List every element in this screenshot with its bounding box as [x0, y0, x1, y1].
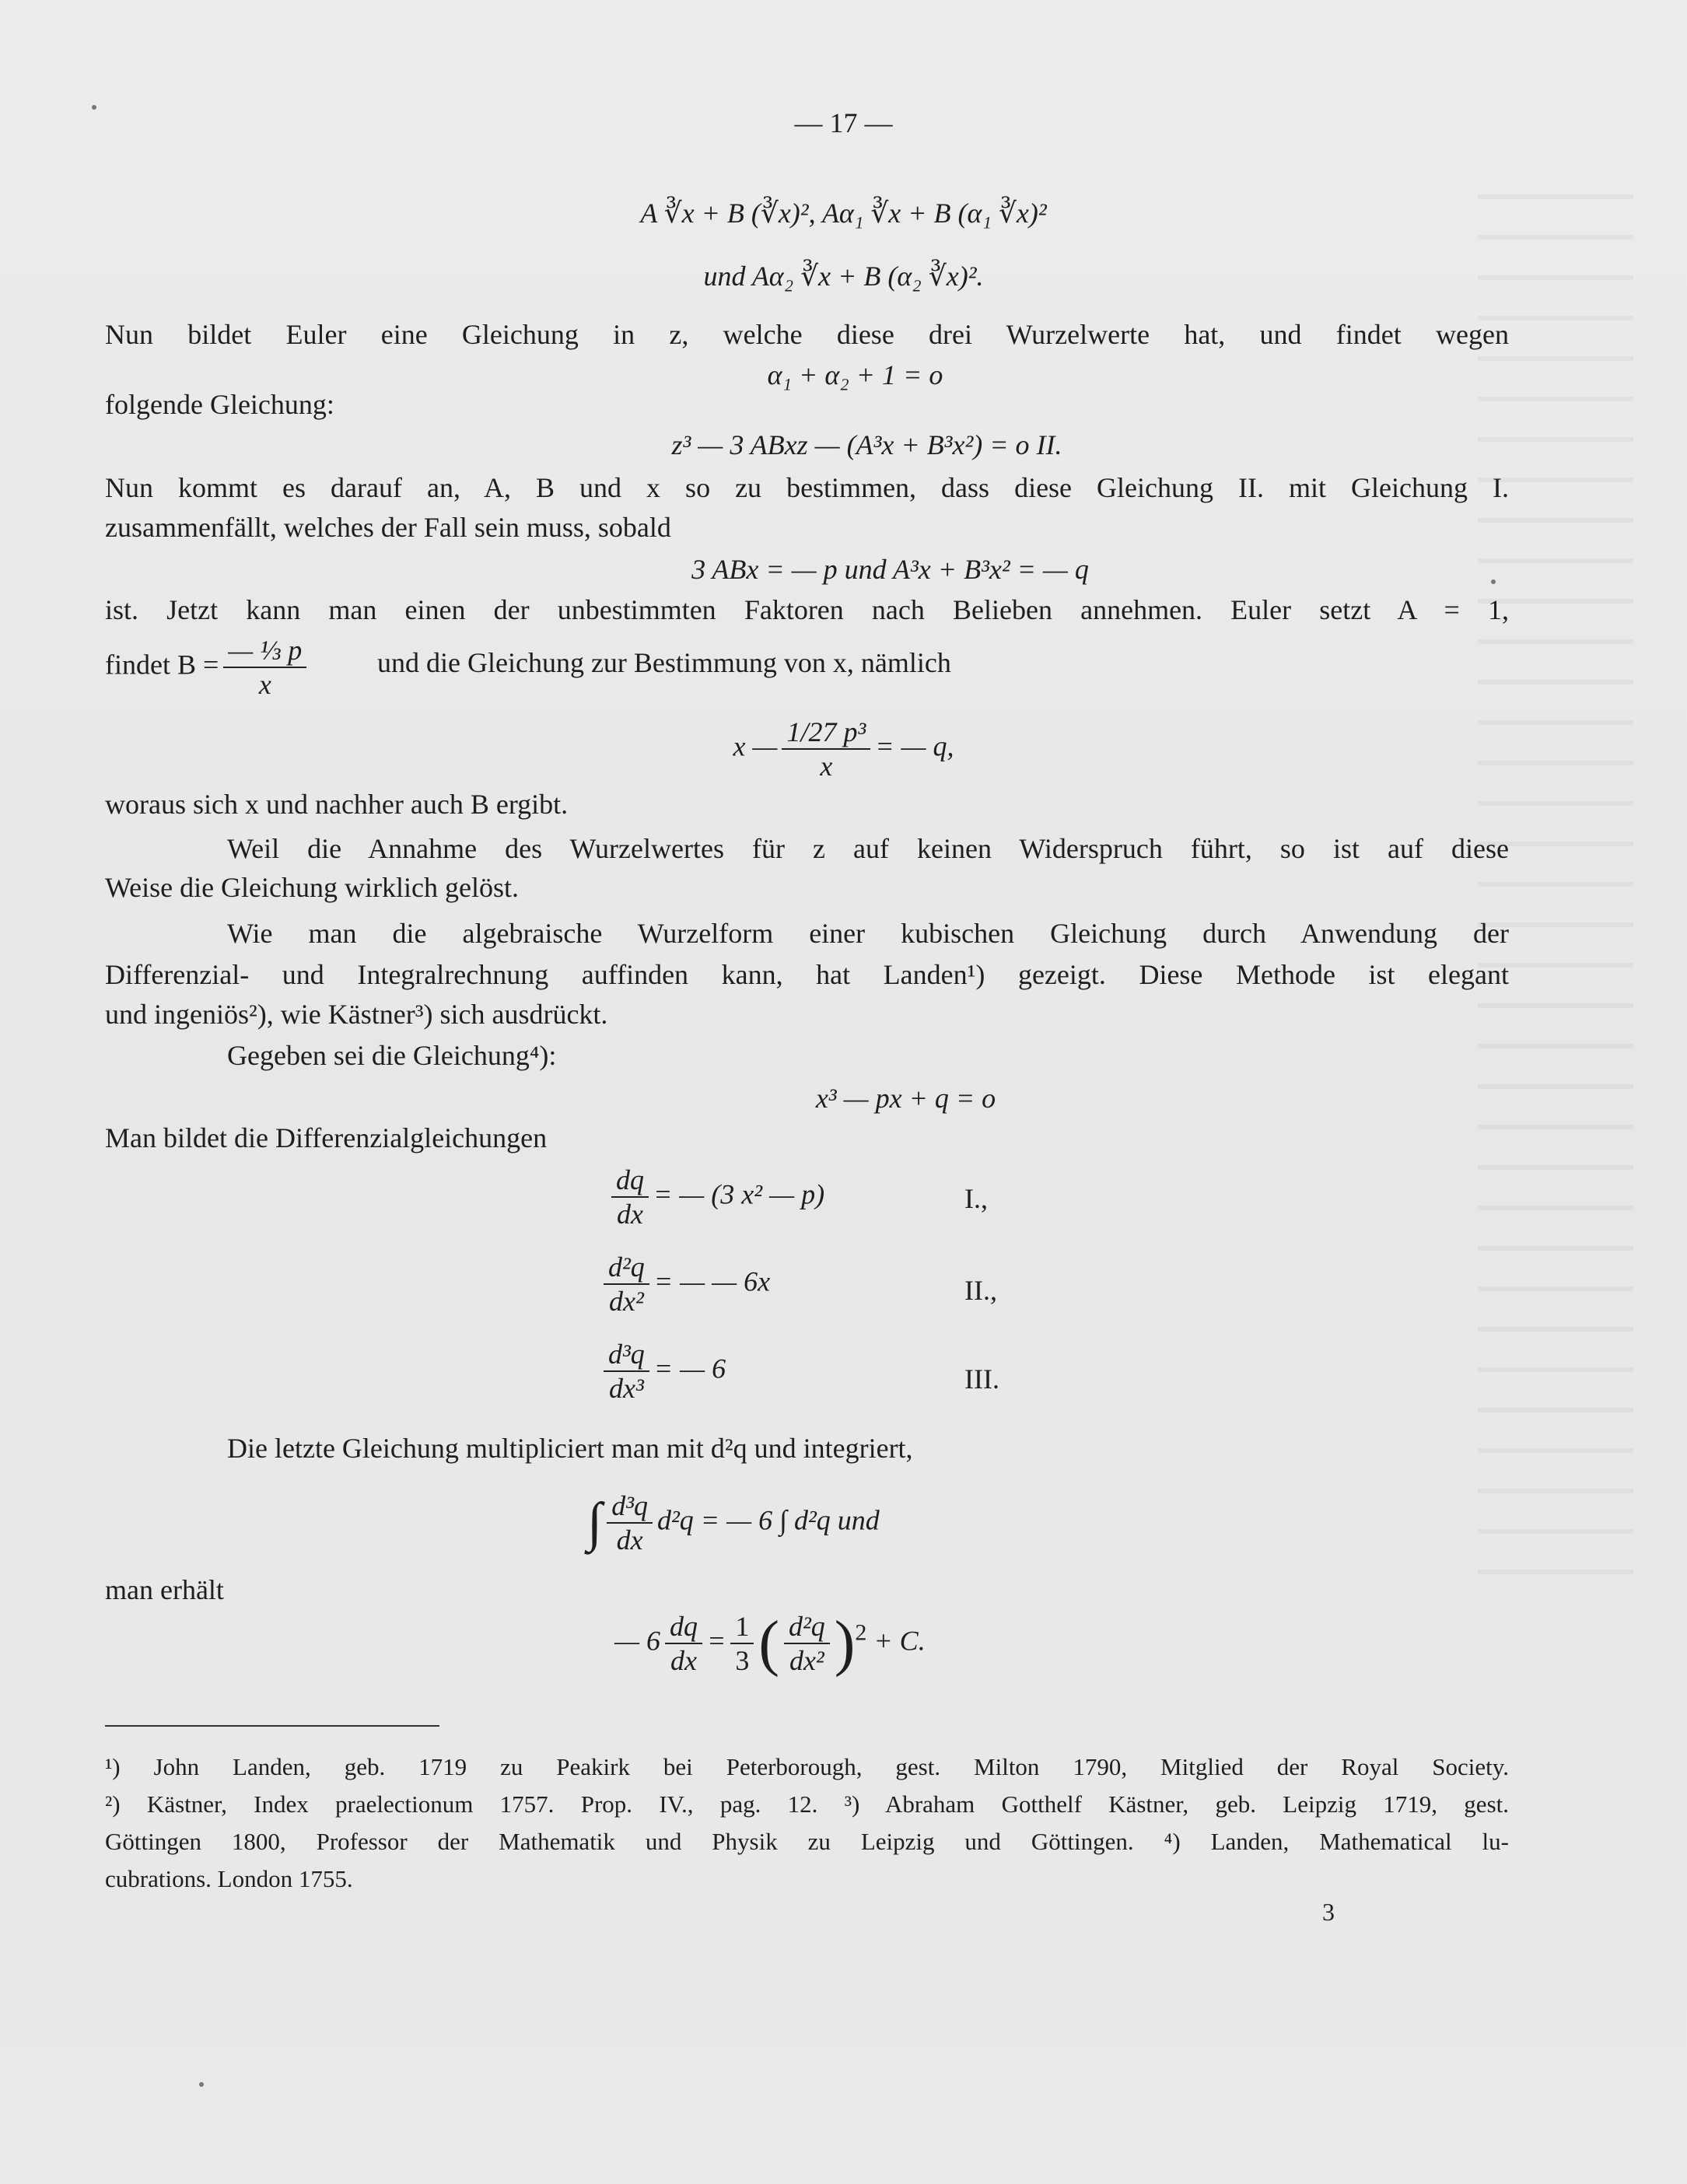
B-label: findet B =: [105, 649, 219, 681]
paragraph-line: Weil die Annahme des Wurzelwertes für z auf keinen Widerspruch führt, so ist auf diese: [227, 833, 1509, 864]
fin-three: 3: [735, 1645, 750, 1676]
equation-alpha-sum: α₁ + α₂ + 1 = o: [767, 359, 943, 390]
equation-final: [614, 1610, 926, 1677]
equation-x: [0, 716, 1687, 782]
equation-roots-1: A ∛x + B (∛x)², Aα₁ ∛x + B (α₁ ∛x)²: [640, 198, 1047, 229]
d1-fraction: [611, 1164, 649, 1230]
paragraph-line: Die letzte Gleichung multipliciert man mit d²q und integriert,: [227, 1433, 913, 1464]
right-paren: ): [834, 1609, 856, 1678]
equation-label: II.,: [964, 1275, 997, 1306]
fin-fraction: [665, 1610, 702, 1677]
fin-third: [730, 1610, 754, 1677]
d1-rhs: = — (3 x² — p): [653, 1178, 825, 1210]
eqx-fraction: [782, 716, 870, 782]
d2-numerator: d²q: [604, 1251, 649, 1285]
paragraph-line: zusammenfällt, welches der Fall sein muss, sobald: [105, 512, 671, 543]
fin-equals: =: [707, 1625, 726, 1657]
paragraph-line: Man bildet die Differenzialgleichungen: [105, 1122, 548, 1153]
d3-numerator: d³q: [604, 1338, 649, 1372]
fin-one: 1: [730, 1610, 754, 1644]
paragraph-line: folgende Gleichung:: [105, 389, 334, 420]
d2-rhs: = — — 6x: [653, 1265, 771, 1297]
equation-diff-3: [599, 1338, 726, 1405]
int-denominator: dx: [616, 1524, 643, 1556]
footnote-rule: [105, 1725, 439, 1727]
equation-B: [105, 634, 311, 701]
d2-denominator: dx²: [609, 1286, 644, 1317]
equation-diff-1: [607, 1164, 824, 1230]
equation-roots-2: und Aα₂ ∛x + B (α₂ ∛x)².: [703, 261, 984, 292]
speck: [1491, 579, 1496, 584]
fin-numerator: dq: [665, 1610, 702, 1644]
fin-left: — 6: [614, 1625, 661, 1657]
paragraph-line: Nun bildet Euler eine Gleichung in z, welche diese drei Wurzelwerte hat, und findet wegen: [105, 319, 1509, 350]
left-paren: (: [758, 1609, 779, 1678]
eqx-denominator: x: [820, 751, 833, 782]
d3-denominator: dx³: [609, 1373, 644, 1404]
equation-integral: [587, 1489, 880, 1556]
fin-inner-numerator: d²q: [784, 1610, 830, 1644]
d3-rhs: = — 6: [653, 1353, 726, 1384]
eqx-left: x —: [733, 730, 778, 762]
paragraph-line: Differenzial- und Integralrechnung auffinden kann, hat Landen¹) gezeigt. Diese Methode ist elegant: [105, 959, 1509, 990]
equation-diff-2: [599, 1251, 770, 1318]
int-numerator: d³q: [607, 1489, 653, 1524]
equation-label: III.: [964, 1363, 999, 1395]
fin-right: + C.: [873, 1625, 926, 1657]
eqx-numerator: 1/27 p³: [782, 716, 870, 750]
square-exponent: 2: [855, 1619, 867, 1646]
paragraph-line: ist. Jetzt kann man einen der unbestimmten Faktoren nach Belieben annehmen. Euler setzt A = 1,: [105, 594, 1509, 625]
fin-inner-denominator: dx²: [789, 1645, 824, 1676]
d2-fraction: [604, 1251, 649, 1318]
bleed-through-shadow: [1478, 194, 1633, 1594]
d3-fraction: [604, 1338, 649, 1405]
d1-denominator: dx: [617, 1199, 643, 1230]
B-numerator: — ⅓ p: [223, 634, 306, 668]
paragraph-line: Wie man die algebraische Wurzelform einer kubischen Gleichung durch Anwendung der: [227, 918, 1509, 949]
B-fraction: [223, 634, 306, 701]
integral-sign: ∫: [587, 1493, 603, 1552]
speck: [92, 105, 96, 110]
int-fraction: [607, 1489, 653, 1556]
paragraph-line: Gegeben sei die Gleichung⁴):: [227, 1040, 557, 1071]
paragraph-line: und die Gleichung zur Bestimmung von x, nämlich: [377, 647, 951, 678]
speck: [199, 2082, 204, 2087]
footnote-line: Göttingen 1800, Professor der Mathematik und Physik zu Leipzig und Göttingen. ⁴) Landen, Mathematical lu-: [105, 1828, 1509, 1855]
paragraph-line: Weise die Gleichung wirklich gelöst.: [105, 872, 519, 903]
footnote-line: ²) Kästner, Index praelectionum 1757. Prop. IV., pag. 12. ³) Abraham Gotthelf Kästner, geb. Leipzig 1719, gest.: [105, 1790, 1509, 1818]
equation-cubic: x³ — px + q = o: [815, 1083, 996, 1114]
equation-II: z³ — 3 ABxz — (A³x + B³x²) = o II.: [671, 429, 1062, 460]
eqx-right: = — q,: [875, 730, 954, 762]
paragraph-line: woraus sich x und nachher auch B ergibt.: [105, 789, 569, 820]
paragraph-line: und ingeniös²), wie Kästner³) sich ausdrückt.: [105, 999, 608, 1030]
d1-numerator: dq: [611, 1164, 649, 1198]
equation-label: I.,: [964, 1183, 988, 1214]
footnote-line: ¹) John Landen, geb. 1719 zu Peakirk bei Peterborough, gest. Milton 1790, Mitglied der Royal Society.: [105, 1753, 1509, 1780]
fin-inner-fraction: [784, 1610, 830, 1677]
paragraph-line: man erhält: [105, 1574, 224, 1605]
paragraph-line: Nun kommt es darauf an, A, B und x so zu bestimmen, dass diese Gleichung II. mit Gleichung I.: [105, 472, 1509, 503]
page-number: — 17 —: [794, 107, 893, 138]
fin-denominator: dx: [670, 1645, 697, 1676]
B-denominator: x: [258, 669, 271, 700]
footnote-line: cubrations. London 1755.: [105, 1865, 353, 1892]
equation-conditions: 3 ABx = — p und A³x + B³x² = — q: [691, 554, 1089, 585]
signature-mark: 3: [1322, 1898, 1335, 1926]
int-rhs: d²q = — 6 ∫ d²q und: [656, 1504, 880, 1536]
